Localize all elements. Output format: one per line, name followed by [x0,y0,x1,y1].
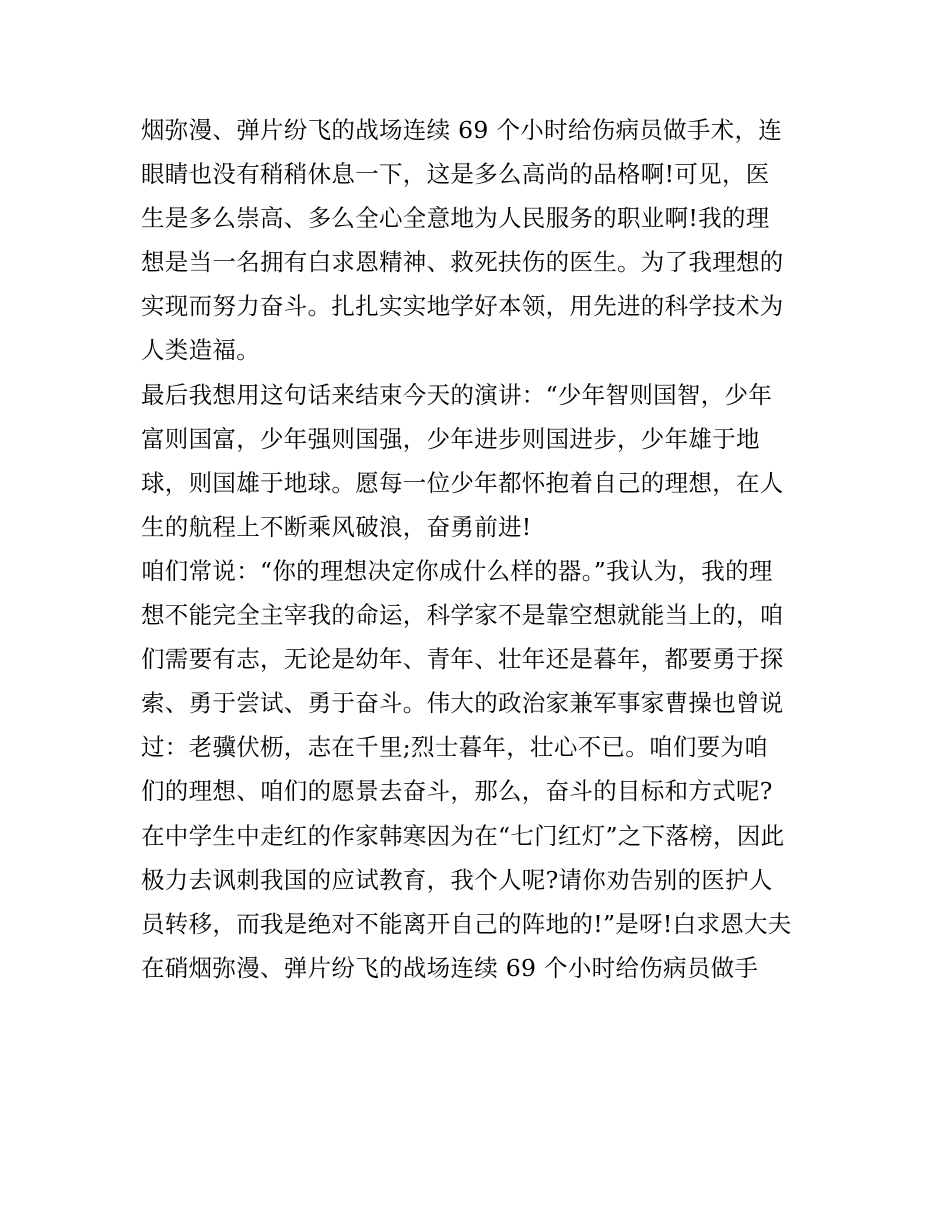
text-line: 生的航程上不断乘风破浪，奋勇前进! [141,512,532,541]
body-text [141,108,821,990]
text-line: 极力去讽刺我国的应试教育，我个人呢?请你劝告别的医护人 [141,865,773,894]
text-line: 在硝烟弥漫、弹片纷飞的战场连续 69 个小时给伤病员做手 [141,953,759,982]
text-line: 在中学生中走红的作家韩寒因为在“七门红灯”之下落榜，因此 [141,821,785,850]
text-line: 想不能完全主宰我的命运，科学家不是靠空想就能当上的，咱 [141,601,784,630]
text-line: 员转移，而我是绝对不能离开自己的阵地的!”是呀!白求恩大夫 [141,909,792,938]
text-line: 眼睛也没有稍稍休息一下，这是多么高尚的品格啊!可见，医 [141,160,770,189]
text-line: 生是多么崇高、多么全心全意地为人民服务的职业啊!我的理 [141,204,770,233]
text-line: 烟弥漫、弹片纷飞的战场连续 69 个小时给伤病员做手术，连 [141,116,783,144]
text-line: 过：老骥伏枥，志在千里;烈士暮年，壮心不已。咱们要为咱 [141,733,769,762]
text-line: 最后我想用这句话来结束今天的演讲：“少年智则国智，少年 [141,380,773,409]
text-line: 实现而努力奋斗。扎扎实实地学好本领，用先进的科学技术为 [141,292,784,321]
text-line: 想是当一名拥有白求恩精神、救死扶伤的医生。为了我理想的 [141,248,784,277]
text-line: 们需要有志，无论是幼年、青年、壮年还是暮年，都要勇于探 [141,645,784,674]
text-line: 球，则国雄于地球。愿每一位少年都怀抱着自己的理想，在人 [141,468,784,497]
text-line: 索、勇于尝试、勇于奋斗。伟大的政治家兼军事家曹操也曾说 [141,689,784,718]
text-line: 富则国富，少年强则国强，少年进步则国进步，少年雄于地 [141,424,760,453]
text-line: 们的理想、咱们的愿景去奋斗，那么，奋斗的目标和方式呢? [141,777,773,806]
text-line: 人类造福。 [141,336,260,365]
text-line: 咱们常说：“你的理想决定你成什么样的器。”我认为，我的理 [141,556,773,585]
